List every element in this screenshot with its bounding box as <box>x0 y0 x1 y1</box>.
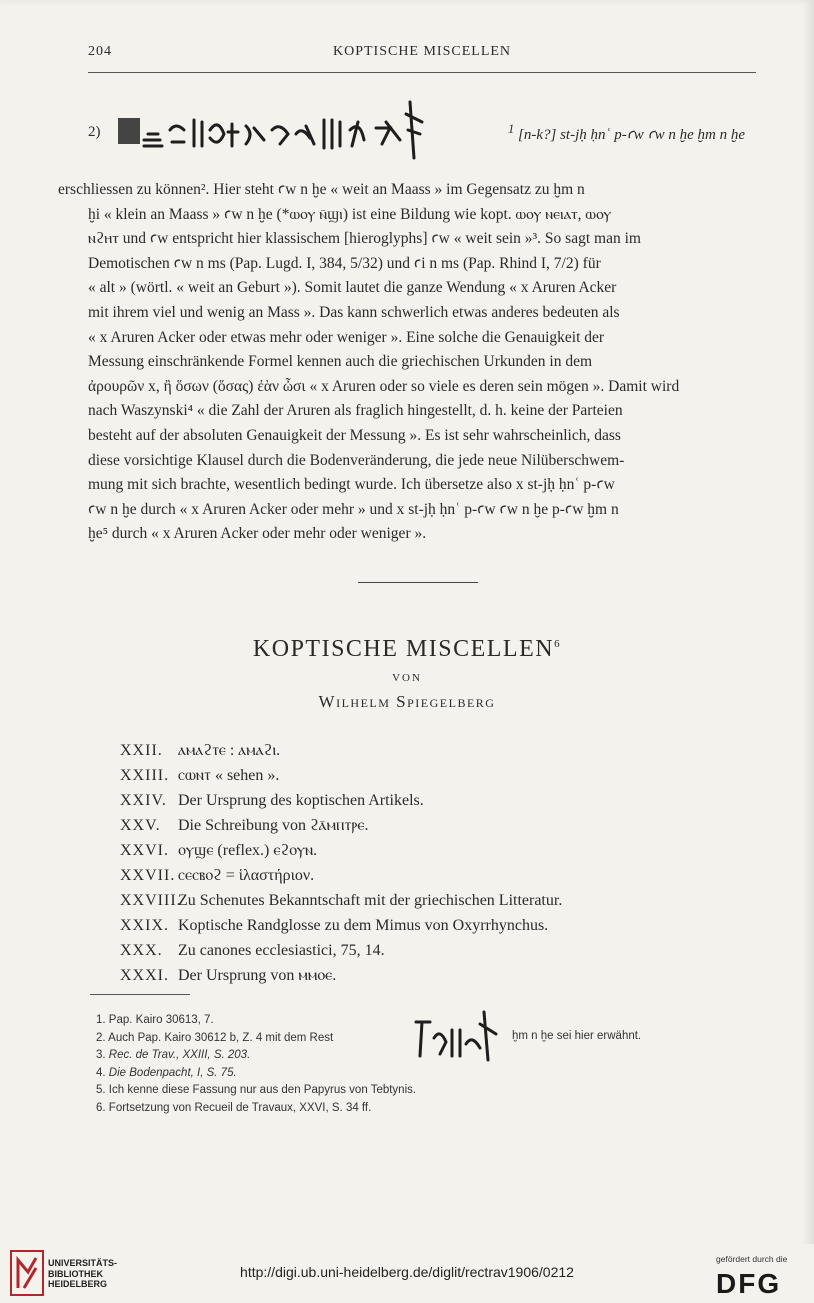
body-line: erschliessen zu können². Hier steht ꜥw n ḫe « weit an Maass » im Gegensatz zu ḫm n <box>58 181 585 198</box>
header-rule <box>88 72 756 73</box>
library-line: UNIVERSITÄTS- <box>48 1258 118 1268</box>
footnote <box>96 1100 756 1118</box>
item-number: XXII. <box>120 742 163 759</box>
item-number: XXXI. <box>120 967 169 984</box>
library-line: BIBLIOTHEK <box>48 1268 103 1279</box>
footnote <box>96 1082 756 1100</box>
body-line: « x Aruren Acker oder etwas mehr oder weniger ». Eine solche die Genauigkeit der <box>88 328 605 346</box>
footnote-text: Pap. Kairo 30613, 7. <box>108 1014 214 1026</box>
glyph-note: 1 <box>508 122 515 136</box>
item-text: ⲥⲱⲛⲧ « sehen ». <box>178 767 280 784</box>
footnote-number: 6. <box>96 1101 106 1114</box>
body-line: ḫi « klein an Maass » ꜥw n ḫe (*ⲱⲟⲩ ⲛ̄ϣⲓ) ist eine Bildung wie kopt. ⲱⲟⲩ ⲛⲉⲓⲁⲧ, ⲱⲟⲩ <box>88 205 612 223</box>
body-line: ḫe⁵ durch « x Aruren Acker oder mehr oder weniger ». <box>88 525 427 543</box>
dfg-logo: DFG <box>716 1268 782 1299</box>
transliteration-text: [n-k?] st-jḥ ḥnʿ p-ꜥw ꜥw n ḫe ḫm n ḫe <box>518 127 746 143</box>
footnote-number: 4. <box>96 1066 106 1079</box>
title-note: 6 <box>554 638 562 650</box>
body-line: besteht auf der absoluten Genauigkeit der Messung ». Es ist sehr wahrscheinlich, dass <box>88 426 621 444</box>
footnote-number: 5. <box>96 1084 106 1097</box>
item-text: ⲥⲉⲥⲃⲟϩ = ἱλαστήριον. <box>178 867 315 884</box>
item-text: Der Ursprung von ⲙⲙⲟⲉ. <box>178 967 337 984</box>
list-item <box>120 913 720 938</box>
footnote-rule <box>90 994 190 995</box>
item-number: XXIV. <box>120 792 167 809</box>
footnote-number: 1. <box>96 1014 106 1026</box>
item-text: Die Schreibung von ϩⲁ̄ⲙⲡⲧⲣⲉ. <box>178 817 369 834</box>
footnote-text: Ich kenne diese Fassung nur aus den Papyrus von Tebtynis. <box>108 1084 417 1097</box>
body-line: ἀρουρῶν x, ἢ ὅσων (ὅσας) ἐὰν ὦσι « x Aruren oder so viele es deren sein mögen ». Damit wird <box>88 377 680 395</box>
body-line: ꜥw n ḫe durch « x Aruren Acker oder mehr » und x st-jḥ ḥnʿ p-ꜥw ꜥw n ḫe p-ꜥw ḫm n <box>88 500 619 518</box>
item-text: Zu Schenutes Bekanntschaft mit der griechischen Litteratur. <box>178 892 563 909</box>
item-number: XXIII. <box>120 767 170 784</box>
list-item <box>120 738 720 763</box>
body-line: Demotischen ꜥw n ms (Pap. Lugd. I, 384, 5/32) und ꜥi n ms (Pap. Rhind I, 7/2) für <box>88 254 601 272</box>
list-item <box>120 863 720 888</box>
contents-list <box>120 738 720 988</box>
item-text: Zu canones ecclesiastici, 75, 14. <box>178 942 385 959</box>
item-text: Koptische Randglosse zu dem Mimus von Oxyrrhynchus. <box>178 917 549 934</box>
footnote-text: Auch Pap. Kairo 30612 b, Z. 4 mit dem Rest <box>108 1031 334 1044</box>
body-paragraph <box>58 178 758 547</box>
section-separator <box>358 582 478 583</box>
demotic-glyphs-image <box>114 100 504 162</box>
item-text: ⲁⲙⲁϩⲧⲉ : ⲁⲙⲁϩⲓ. <box>178 742 281 759</box>
article-title <box>0 636 814 663</box>
demotic-example <box>88 96 758 166</box>
item-number: XXV. <box>120 817 161 834</box>
footnote-2-tail: ḫm n ḫe sei hier erwähnt. <box>512 1030 642 1042</box>
footnote-number: 2. <box>96 1031 106 1044</box>
item-number: XXVII. <box>120 867 176 884</box>
body-line: mung mit sich brachte, wesentlich bedingt wurde. Ich übersetze also x st-jḥ ḥnʿ p-ꜥw <box>88 476 615 494</box>
body-line: Messung einschränkende Formel kennen auch die griechischen Urkunden in dem <box>88 353 593 371</box>
example-number: 2) <box>88 124 101 140</box>
list-item <box>120 813 720 838</box>
list-item <box>120 788 720 813</box>
library-line: HEIDELBERG <box>48 1279 108 1289</box>
item-text: ⲟⲩϣⲉ (reflex.) ⲉϩⲟⲩⲛ. <box>178 842 318 859</box>
footnote <box>96 1065 756 1083</box>
author-name: Wilhelm Spiegelberg <box>318 692 496 711</box>
dfg-caption: gefördert durch die <box>716 1254 788 1264</box>
item-number: XXVI. <box>120 842 169 859</box>
body-line: ⲛϩⲏⲧ und ꜥw entspricht hier klassischem [hieroglyphs] ꜥw « weit sein »³. So sagt man im <box>88 230 641 248</box>
list-item <box>120 963 720 988</box>
body-line: nach Waszynski⁴ « die Zahl der Aruren als fraglich hingestellt, d. h. keine der Parteien <box>88 402 623 420</box>
permalink-url[interactable]: http://digi.ub.uni-heidelberg.de/diglit/rectrav1906/0212 <box>240 1264 574 1280</box>
item-number: XXVIII. <box>120 892 182 909</box>
running-title: KOPTISCHE MISCELLEN <box>332 44 512 59</box>
transliteration <box>508 122 745 144</box>
list-item <box>120 888 720 913</box>
footnote-number: 3. <box>96 1049 106 1062</box>
item-number: XXX. <box>120 942 163 959</box>
list-item <box>120 838 720 863</box>
footnote-text: Die Bodenpacht, I, S. 75. <box>108 1066 237 1079</box>
article-title-text: KOPTISCHE MISCELLEN <box>252 636 555 662</box>
footnote-text: Rec. de Trav., XXIII, S. 203. <box>108 1049 251 1062</box>
footnote-demotic-glyph-image <box>410 1008 500 1062</box>
body-line: « alt » (wörtl. « weit an Geburt »). Somit lautet die ganze Wendung « x Aruren Acker <box>88 279 617 297</box>
byline-von: VON <box>392 672 422 684</box>
page-number: 204 <box>88 44 112 59</box>
list-item <box>120 938 720 963</box>
footnote-text: Fortsetzung von Recueil de Travaux, XXVI, S. 34 ff. <box>108 1101 372 1114</box>
body-line: mit ihrem viel und wenig an Mass ». Das kann schwerlich etwas anderes bedeuten als <box>88 303 620 321</box>
item-text: Der Ursprung des koptischen Artikels. <box>178 792 424 809</box>
body-line: diese vorsichtige Klausel durch die Bodenveränderung, die jede neue Nilüberschwem- <box>88 451 625 469</box>
item-number: XXIX. <box>120 917 169 934</box>
list-item <box>120 763 720 788</box>
